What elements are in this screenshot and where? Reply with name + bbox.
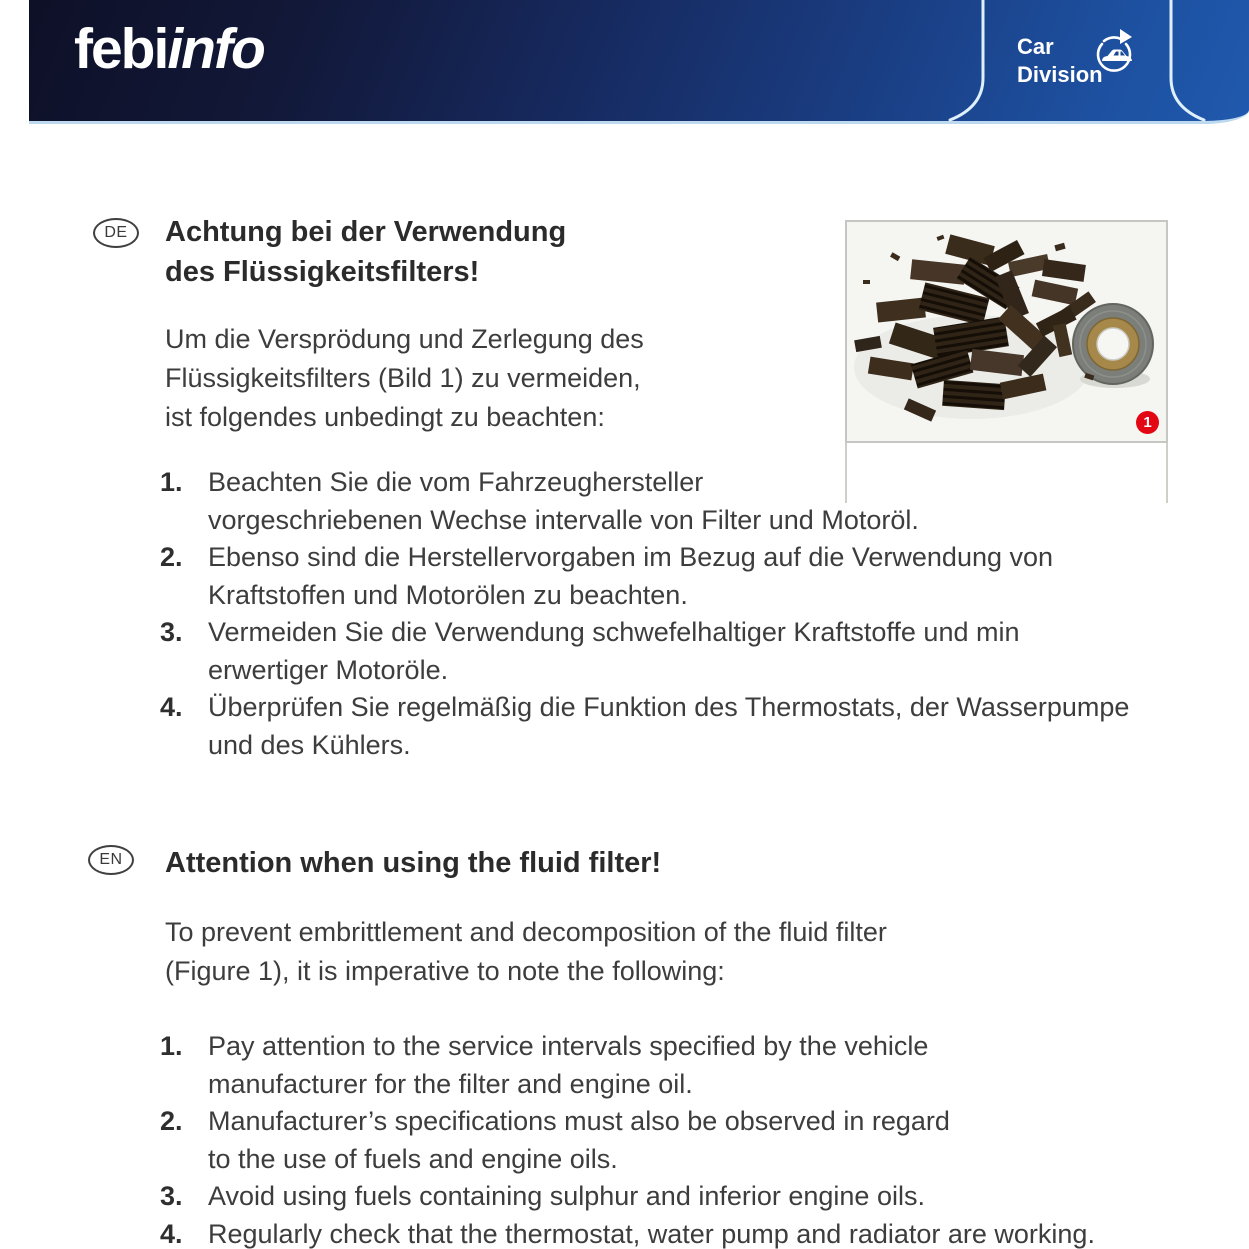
- de-list: [160, 464, 1129, 764]
- list-item-number: 2.: [160, 1106, 183, 1136]
- car-division-line2: Division: [1017, 62, 1103, 87]
- list-item-line: vorgeschriebenen Wechse intervalle von Filter und Motoröl.: [208, 504, 919, 535]
- list-item: [160, 464, 1129, 539]
- list-item-number: 1.: [160, 1031, 183, 1061]
- car-division-label: [1017, 33, 1103, 89]
- de-heading: [165, 212, 566, 292]
- car-rotation-icon: [1092, 20, 1142, 74]
- lang-badge-de: DE: [93, 218, 139, 248]
- en-intro: [165, 913, 887, 991]
- list-item-line: Überprüfen Sie regelmäßig die Funktion des Thermostats, der Wasserpumpe: [208, 692, 1130, 722]
- list-item-number: 2.: [160, 542, 183, 572]
- list-item-number: 4.: [160, 1218, 183, 1249]
- list-item-line: erwertiger Motoröle.: [208, 654, 449, 685]
- en-heading-line1: Attention when using the fluid filter!: [165, 847, 662, 879]
- en-intro-line2: (Figure 1), it is imperative to note the following:: [165, 956, 725, 986]
- list-item-line: und des Kühlers.: [208, 729, 411, 760]
- en-intro-line1: To prevent embrittlement and decomposition of the fluid filter: [165, 917, 887, 947]
- list-item-number: 3.: [160, 1181, 183, 1211]
- figure-marker-badge: 1: [1136, 411, 1159, 434]
- en-heading: [165, 843, 661, 883]
- de-heading-line2: des Flüssigkeitsfilters!: [165, 256, 480, 288]
- list-item: [160, 539, 1129, 614]
- list-item: [160, 689, 1129, 764]
- list-item-number: 3.: [160, 617, 183, 647]
- figure-frame: [845, 220, 1168, 443]
- list-item-number: 1.: [160, 467, 183, 497]
- de-intro: [165, 320, 644, 437]
- list-item-line: Beachten Sie die vom Fahrzeughersteller: [208, 467, 704, 497]
- de-intro-line3: ist folgendes unbedingt zu beachten:: [165, 402, 605, 432]
- list-item-line: to the use of fuels and engine oils.: [208, 1143, 618, 1174]
- en-list: [160, 1028, 1095, 1249]
- de-heading-line1: Achtung bei der Verwendung: [165, 216, 567, 248]
- list-item-line: Regularly check that the thermostat, water pump and radiator are working.: [208, 1218, 1095, 1249]
- list-item-line: Ebenso sind die Herstellervorgaben im Bezug auf die Verwendung von: [208, 542, 1054, 572]
- list-item: [160, 1028, 1095, 1103]
- list-item-line: Avoid using fuels containing sulphur and inferior engine oils.: [208, 1181, 925, 1211]
- car-division-line1: Car: [1017, 34, 1054, 59]
- list-item-number: 4.: [160, 692, 183, 722]
- lang-badge-en: EN: [88, 845, 134, 875]
- list-item: [160, 614, 1129, 689]
- list-item: [160, 1178, 1095, 1216]
- filter-debris-photo: [847, 222, 1166, 441]
- febi-logo: [74, 18, 264, 81]
- list-item: [160, 1103, 1095, 1178]
- list-item-line: manufacturer for the filter and engine oil.: [208, 1068, 693, 1099]
- list-item-line: Vermeiden Sie die Verwendung schwefelhaltiger Kraftstoffe und min: [208, 617, 1020, 647]
- logo-suffix: info: [167, 17, 264, 81]
- list-item-line: Manufacturer’s specifications must also be observed in regard: [208, 1106, 950, 1136]
- list-item-line: Kraftstoffen und Motorölen zu beachten.: [208, 579, 688, 610]
- logo-brand: febi: [74, 17, 168, 81]
- de-intro-line2: Flüssigkeitsfilters (Bild 1) zu vermeiden,: [165, 363, 641, 393]
- filter-debris-illustration: [847, 222, 1166, 441]
- de-intro-line1: Um die Versprödung und Zerlegung des: [165, 324, 644, 354]
- list-item: [160, 1216, 1095, 1249]
- list-item-line: Pay attention to the service intervals specified by the vehicle: [208, 1031, 929, 1061]
